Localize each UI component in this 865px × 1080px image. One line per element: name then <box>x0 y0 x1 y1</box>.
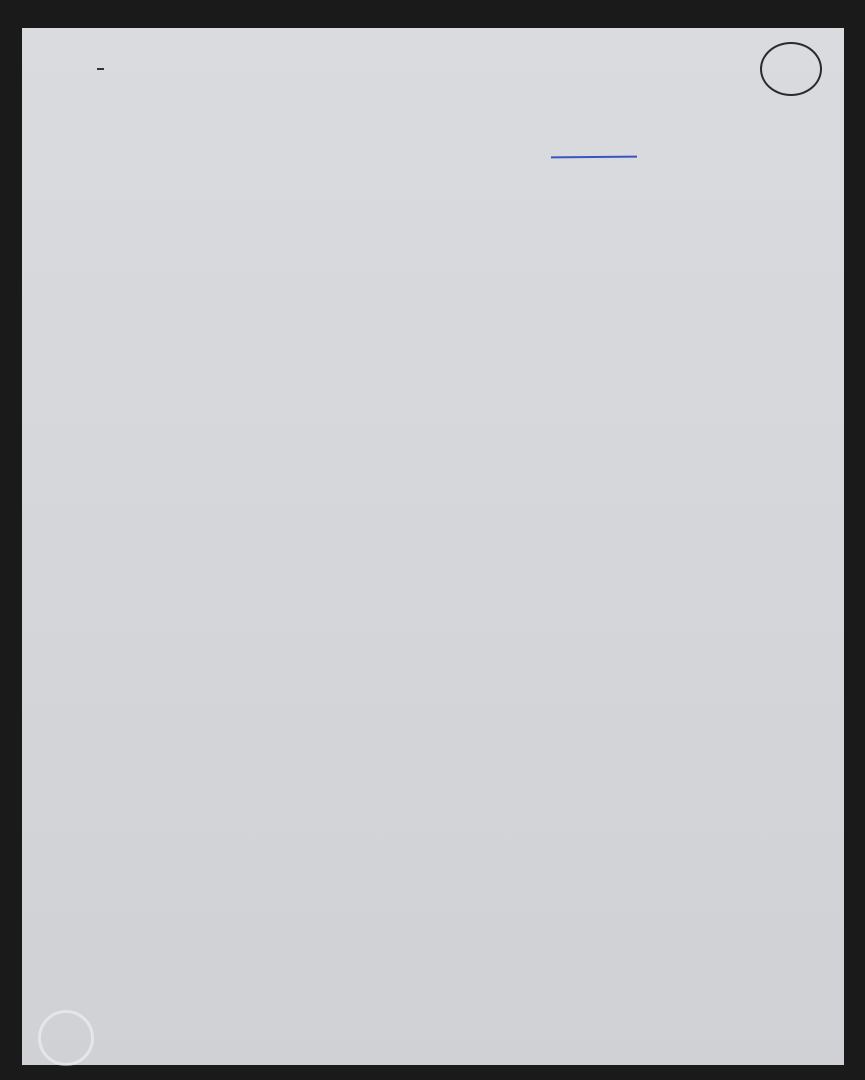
stray-mark <box>97 68 104 70</box>
watermark-logo-icon <box>38 1010 94 1066</box>
document-page <box>22 28 844 1065</box>
archive-number <box>760 42 822 96</box>
